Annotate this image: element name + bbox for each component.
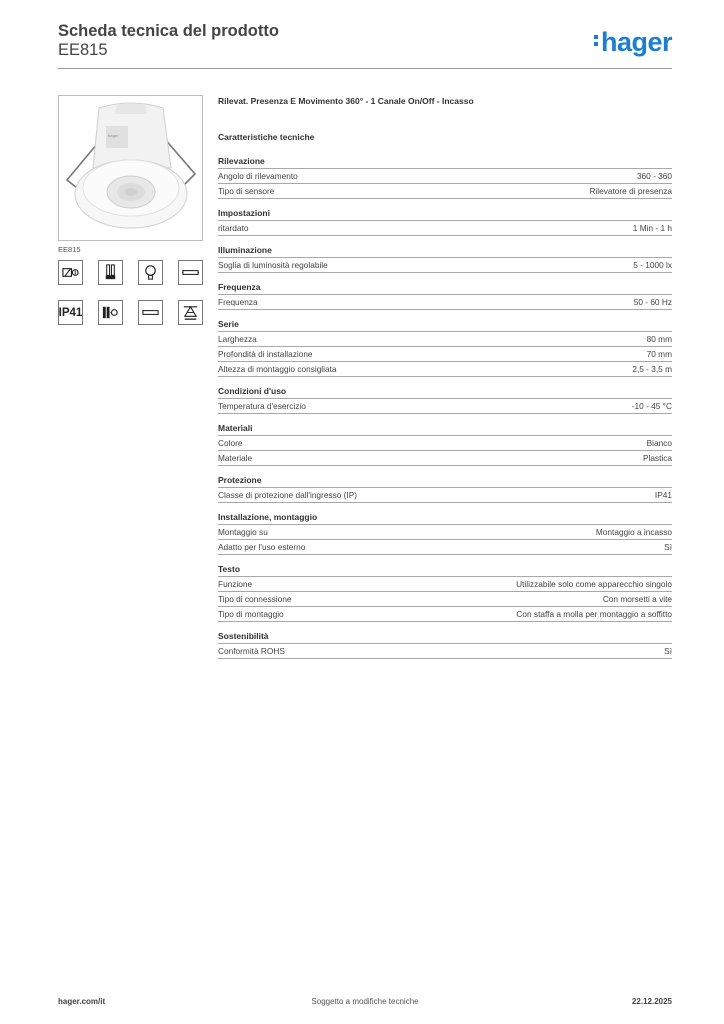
footer-date: 22.12.2025 bbox=[631, 997, 672, 1006]
spec-row bbox=[218, 435, 672, 450]
product-media bbox=[58, 95, 203, 254]
spec-section bbox=[218, 207, 672, 236]
spec-section-title: Serie bbox=[218, 319, 239, 329]
spec-row bbox=[218, 606, 672, 622]
spec-value: -10 - 45 °C bbox=[631, 401, 672, 411]
spec-row bbox=[218, 183, 672, 199]
spec-value: 5 - 1000 lx bbox=[633, 260, 672, 270]
spec-row bbox=[218, 450, 672, 466]
spec-section-title: Illuminazione bbox=[218, 245, 272, 255]
spec-value: Con staffa a molla per montaggio a soffitto bbox=[516, 609, 672, 619]
linear-lamp-icon bbox=[178, 260, 203, 285]
footer-note: Soggetto a modifiche tecniche bbox=[311, 997, 419, 1006]
spec-label: Colore bbox=[218, 438, 243, 448]
spec-row bbox=[218, 257, 672, 273]
spec-row bbox=[218, 398, 672, 414]
spec-value: Plastica bbox=[642, 453, 672, 463]
spec-row bbox=[218, 361, 672, 377]
spec-value: Utilizzabile solo come apparecchio singolo bbox=[516, 579, 672, 589]
spec-label: Profondità di installazione bbox=[218, 349, 313, 359]
spec-section bbox=[218, 155, 672, 199]
spec-label: Temperatura d'esercizio bbox=[218, 401, 306, 411]
spec-section-title: Materiali bbox=[218, 423, 253, 433]
spec-value: 360 - 360 bbox=[636, 171, 672, 181]
spec-label: Montaggio su bbox=[218, 527, 268, 537]
ceiling-mount-icon bbox=[178, 300, 203, 325]
spec-row bbox=[218, 294, 672, 310]
spec-label: Tipo di montaggio bbox=[218, 609, 284, 619]
spec-row bbox=[218, 168, 672, 183]
technical-specs bbox=[218, 95, 672, 667]
brand-logo bbox=[594, 28, 672, 56]
led-driver-icon bbox=[98, 300, 123, 325]
logo-text: hager bbox=[600, 27, 672, 57]
spec-section bbox=[218, 511, 672, 555]
spec-value: 80 mm bbox=[646, 334, 672, 344]
spec-label: Materiale bbox=[218, 453, 253, 463]
spec-section-title: Rilevazione bbox=[218, 156, 265, 166]
product-description: Rilevat. Presenza E Movimento 360° - 1 Canale On/Off - Incasso bbox=[218, 96, 474, 106]
linear-fluorescent-icon bbox=[138, 300, 163, 325]
light-bulb-icon bbox=[138, 260, 163, 285]
spec-section-title: Sostenibilità bbox=[218, 631, 269, 641]
spec-section-title: Condizioni d'uso bbox=[218, 386, 287, 396]
spec-label: ritardato bbox=[218, 223, 249, 233]
spec-value: Con morsetti a vite bbox=[602, 594, 672, 604]
page-title: Scheda tecnica del prodotto bbox=[58, 22, 279, 40]
spec-row bbox=[218, 643, 672, 659]
spec-section-title: Testo bbox=[218, 564, 241, 574]
spec-value: Montaggio a incasso bbox=[595, 527, 672, 537]
features-heading: Caratteristiche tecniche bbox=[218, 132, 315, 142]
spec-value: Rilevatore di presenza bbox=[589, 186, 672, 196]
spec-section bbox=[218, 422, 672, 466]
spec-row bbox=[218, 524, 672, 539]
spec-section bbox=[218, 385, 672, 414]
svg-text:hager: hager bbox=[108, 133, 119, 138]
spec-section bbox=[218, 244, 672, 273]
ip-rating-badge: IP41 bbox=[58, 300, 83, 325]
spec-section bbox=[218, 281, 672, 310]
spec-row bbox=[218, 576, 672, 591]
spec-value: IP41 bbox=[654, 490, 672, 500]
spec-row bbox=[218, 591, 672, 606]
spec-label: Tipo di connessione bbox=[218, 594, 292, 604]
spec-value: 70 mm bbox=[646, 349, 672, 359]
spec-row bbox=[218, 487, 672, 503]
spec-label: Tipo di sensore bbox=[218, 186, 275, 196]
spec-label: Angolo di rilevamento bbox=[218, 171, 298, 181]
page-header bbox=[58, 22, 672, 68]
spec-row bbox=[218, 539, 672, 555]
fluorescent-tube-icon bbox=[98, 260, 123, 285]
spec-value: 50 - 60 Hz bbox=[633, 297, 672, 307]
spec-section bbox=[218, 474, 672, 503]
spec-label: Larghezza bbox=[218, 334, 257, 344]
spec-label: Funzione bbox=[218, 579, 253, 589]
spec-value: Bianco bbox=[646, 438, 672, 448]
spec-row bbox=[218, 331, 672, 346]
spec-section bbox=[218, 630, 672, 659]
image-caption: EE815 bbox=[58, 245, 81, 254]
halogen-lamp-icon bbox=[58, 260, 83, 285]
spec-value: 1 Min - 1 h bbox=[632, 223, 672, 233]
spec-section-title: Protezione bbox=[218, 475, 262, 485]
spec-label: Conformità ROHS bbox=[218, 646, 285, 656]
spec-value: Sì bbox=[664, 542, 672, 552]
spec-label: Frequenza bbox=[218, 297, 258, 307]
spec-label: Classe di protezione dall'ingresso (IP) bbox=[218, 490, 358, 500]
spec-section-title: Installazione, montaggio bbox=[218, 512, 318, 522]
spec-value: 2,5 - 3,5 m bbox=[632, 364, 672, 374]
spec-label: Altezza di montaggio consigliata bbox=[218, 364, 337, 374]
spec-label: Soglia di luminosità regolabile bbox=[218, 260, 328, 270]
spec-section-title: Frequenza bbox=[218, 282, 261, 292]
spec-label: Adatto per l'uso esterno bbox=[218, 542, 306, 552]
product-image bbox=[58, 95, 203, 241]
spec-sections bbox=[218, 155, 672, 659]
spec-section-title: Impostazioni bbox=[218, 208, 270, 218]
website-link[interactable]: hager.com/it bbox=[58, 997, 106, 1006]
logo-colon-icon bbox=[594, 32, 599, 49]
spec-section bbox=[218, 563, 672, 622]
spec-row bbox=[218, 220, 672, 236]
product-code-heading: EE815 bbox=[58, 41, 108, 59]
spec-section bbox=[218, 318, 672, 377]
spec-row bbox=[218, 346, 672, 361]
spec-value: Sì bbox=[664, 646, 672, 656]
header-divider bbox=[58, 68, 672, 69]
